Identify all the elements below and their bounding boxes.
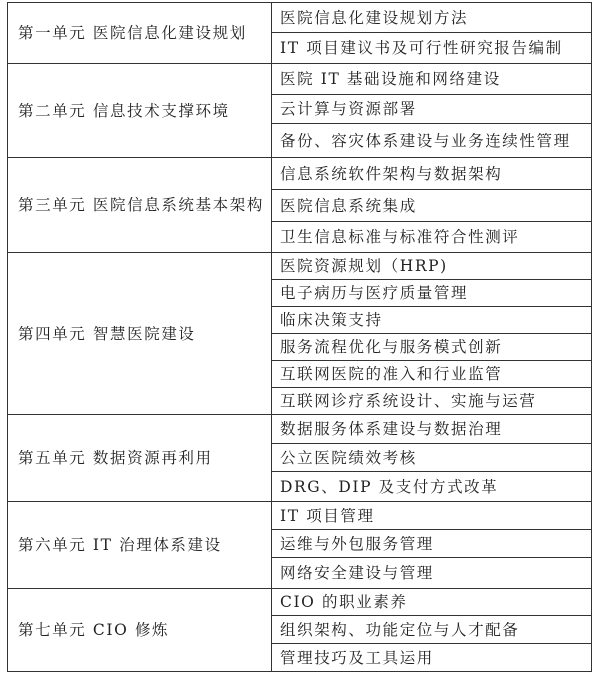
topic-cell: 备份、容灾体系建设与业务连续性管理 [272,124,592,158]
topic-cell: 电子病历与医疗质量管理 [272,280,592,307]
topic-cell: IT 项目建议书及可行性研究报告编制 [272,33,592,64]
unit-name-cell: 第七单元 CIO 修炼 [8,589,272,672]
topic-cell: 互联网医院的准入和行业监管 [272,361,592,388]
topic-cell: 医院信息系统集成 [272,190,592,222]
unit-name-cell: 第三单元 医院信息系统基本架构 [8,158,272,253]
unit-name-cell: 第五单元 数据资源再利用 [8,415,272,502]
topic-cell: 互联网诊疗系统设计、实施与运营 [272,388,592,415]
curriculum-table [7,2,592,672]
unit-name-cell: 第四单元 智慧医院建设 [8,253,272,415]
topic-cell: 服务流程优化与服务模式创新 [272,334,592,361]
topic-cell: 卫生信息标准与标准符合性测评 [272,222,592,253]
unit-name-cell: 第二单元 信息技术支撑环境 [8,64,272,158]
topic-cell: DRG、DIP 及支付方式改革 [272,472,592,502]
topic-cell: 信息系统软件架构与数据架构 [272,158,592,190]
topic-cell: 管理技巧及工具运用 [272,644,592,672]
table-row [8,3,592,33]
table-row [8,502,592,530]
topic-cell: 网络安全建设与管理 [272,558,592,589]
topic-cell: CIO 的职业素养 [272,589,592,616]
topic-cell: 医院信息化建设规划方法 [272,3,592,33]
table-row [8,158,592,190]
topic-cell: 组织架构、功能定位与人才配备 [272,616,592,644]
topic-cell: 运维与外包服务管理 [272,530,592,558]
topic-cell: 医院 IT 基础设施和网络建设 [272,64,592,95]
topic-cell: 临床决策支持 [272,307,592,334]
table-row [8,415,592,444]
topic-cell: IT 项目管理 [272,502,592,530]
topic-cell: 医院资源规划（HRP) [272,253,592,280]
table-row [8,253,592,280]
topic-cell: 云计算与资源部署 [272,95,592,124]
table-row [8,64,592,95]
topic-cell: 数据服务体系建设与数据治理 [272,415,592,444]
curriculum-table-body [8,3,592,672]
unit-name-cell: 第六单元 IT 治理体系建设 [8,502,272,589]
table-row [8,589,592,616]
unit-name-cell: 第一单元 医院信息化建设规划 [8,3,272,64]
topic-cell: 公立医院绩效考核 [272,444,592,472]
